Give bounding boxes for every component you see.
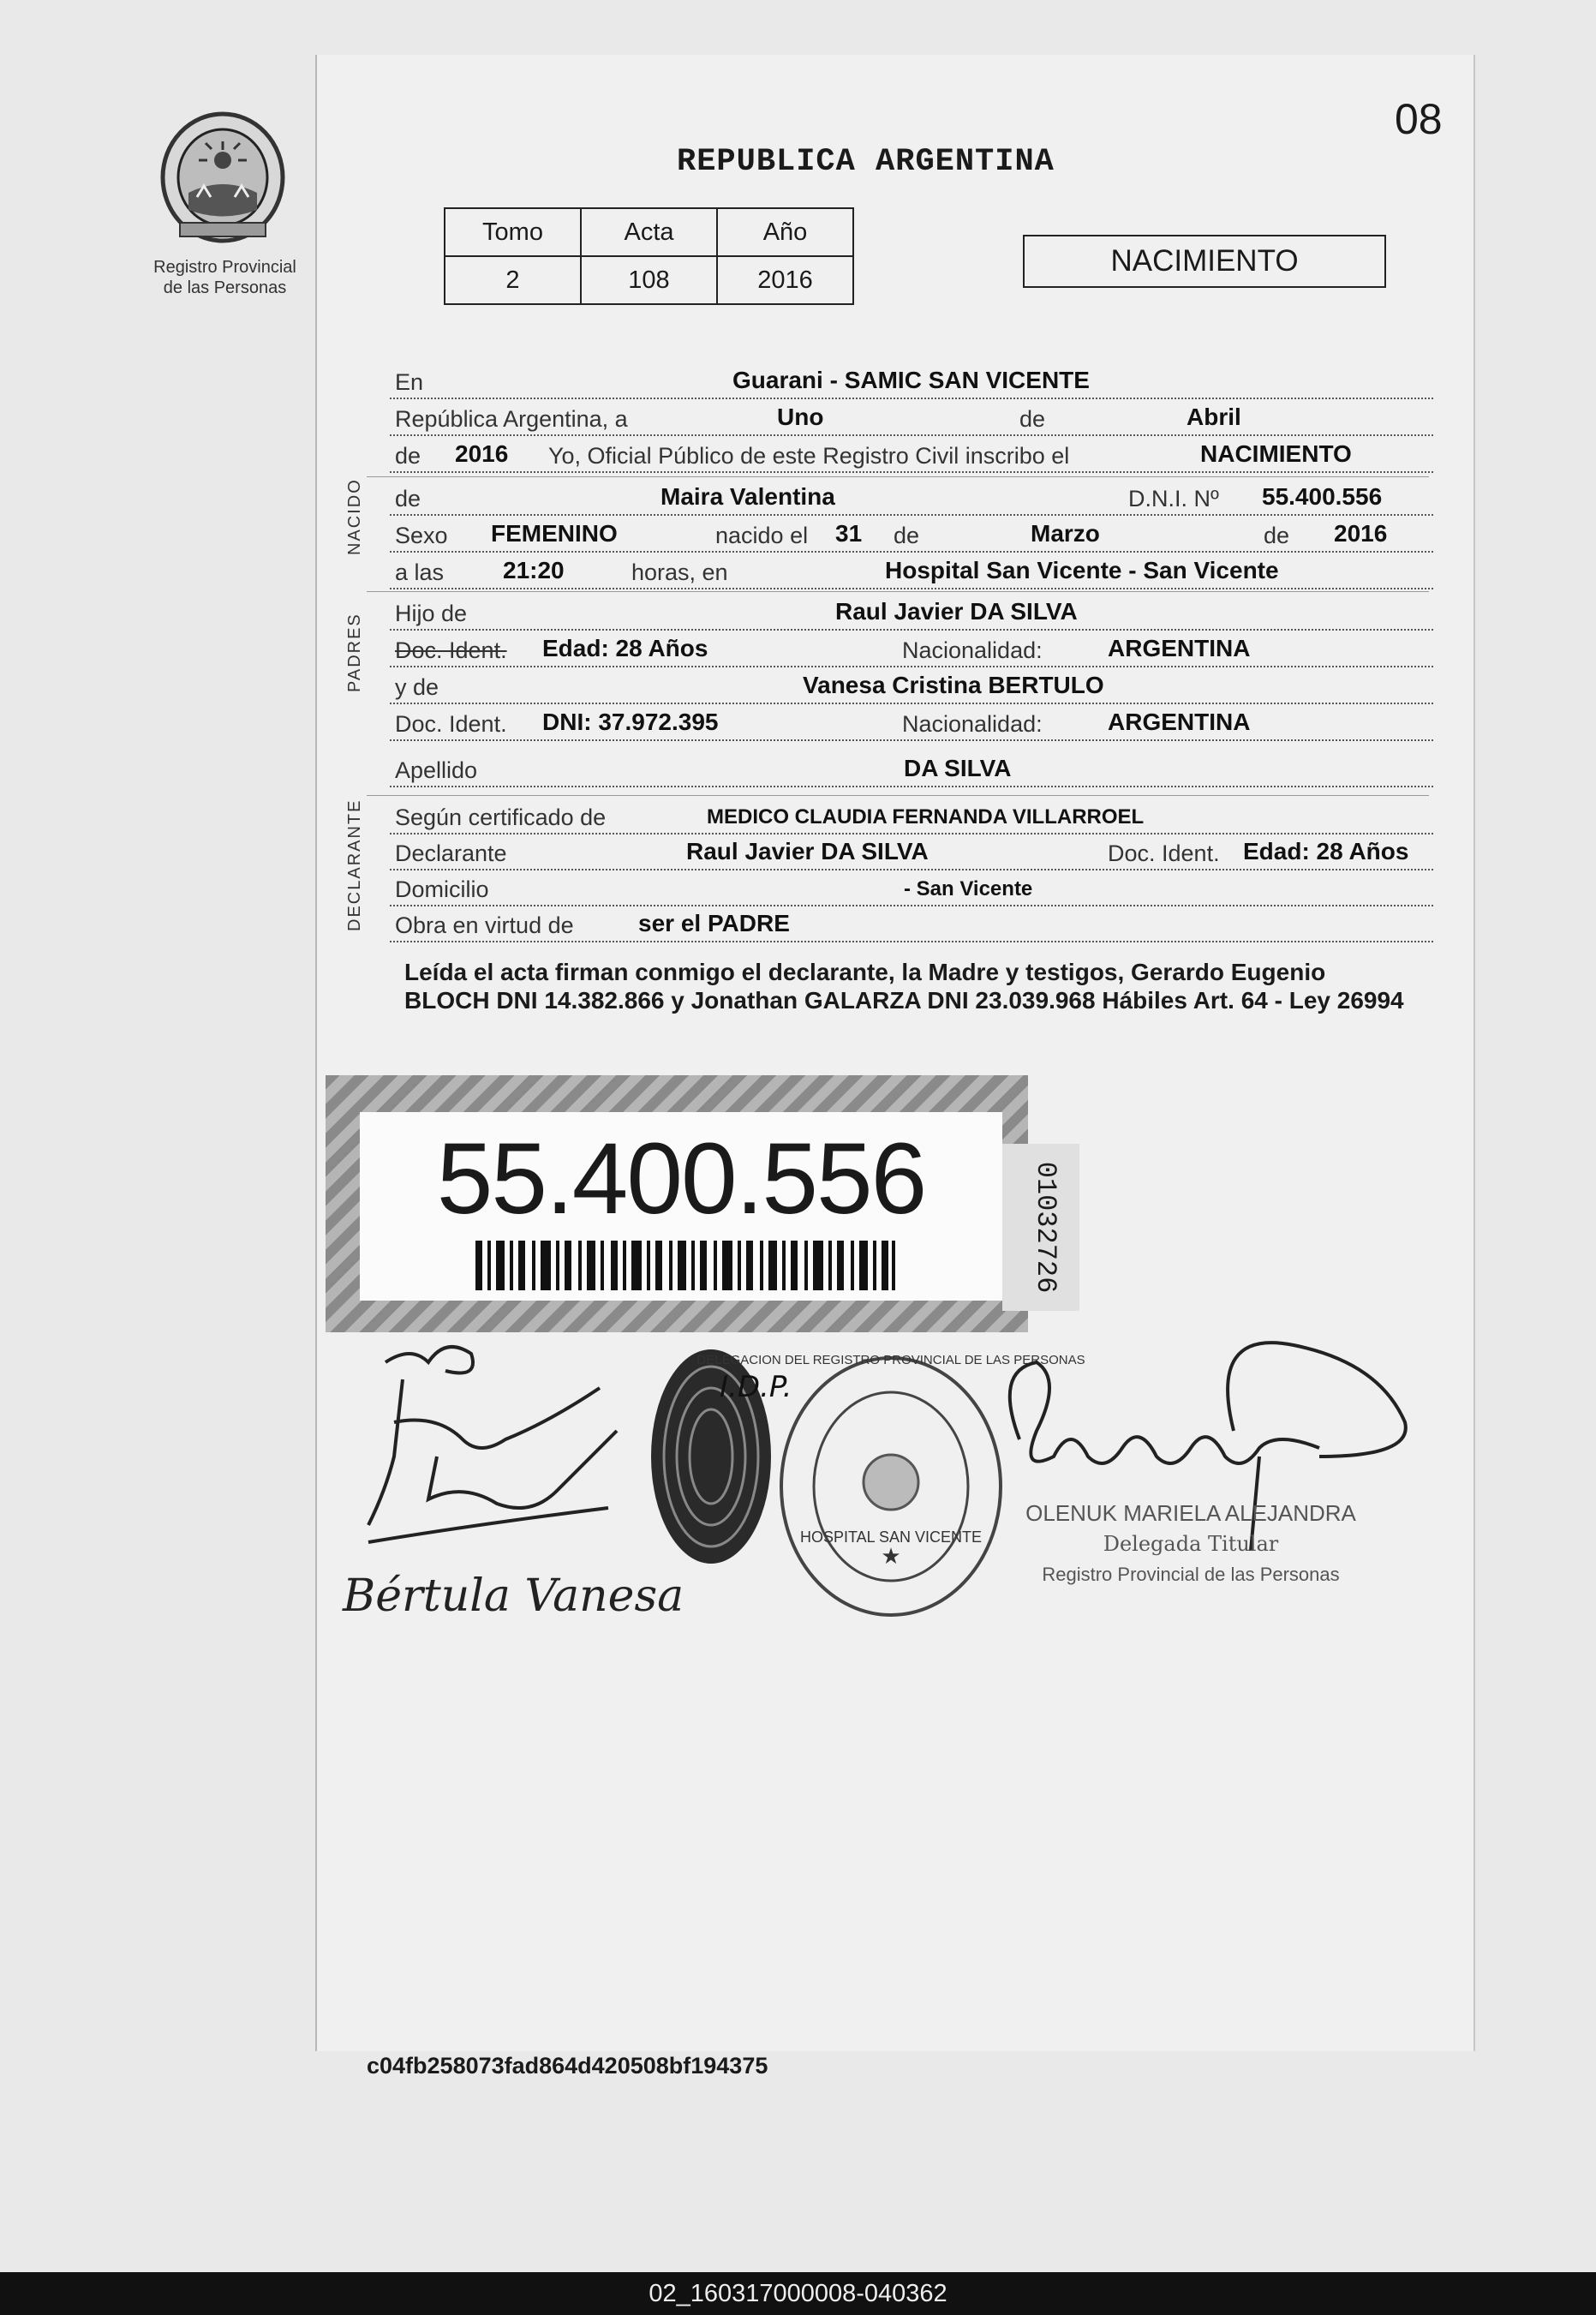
provincia-misiones-seal-icon	[154, 107, 291, 244]
label-nacionalidad: Nacionalidad:	[902, 637, 1043, 663]
mother-handwritten-signature: Bértula Vanesa	[343, 1570, 684, 1622]
row-address	[390, 867, 1433, 906]
stamp-center-text: HOSPITAL SAN VICENTE	[799, 1528, 983, 1546]
table-value-tomo: 2	[445, 256, 581, 304]
side-label-padres: PADRES	[345, 613, 364, 692]
value-place: Guarani - SAMIC SAN VICENTE	[732, 367, 1090, 393]
label-nacionalidad2: Nacionalidad:	[902, 711, 1043, 737]
label-domicilio: Domicilio	[395, 876, 489, 902]
signatures-and-stamp	[334, 1328, 1439, 1654]
value-father-nationality: ARGENTINA	[1108, 635, 1251, 661]
value-mother-doc: DNI: 37.972.395	[542, 709, 719, 735]
label-sexo: Sexo	[395, 523, 448, 548]
serial-tag	[1002, 1144, 1079, 1311]
file-id-bar	[0, 2272, 1596, 2315]
label-hijo-de: Hijo de	[395, 601, 468, 626]
value-day-words: Uno	[777, 404, 824, 430]
label-doc-ident: Doc. Ident.	[395, 637, 507, 663]
label-de-name: de	[395, 486, 421, 511]
label-de: de	[1019, 406, 1046, 432]
side-label-declarante: DECLARANTE	[345, 799, 364, 931]
label-doc-ident3: Doc. Ident.	[1108, 840, 1220, 866]
value-capacity: ser el PADRE	[638, 910, 790, 936]
value-event: NACIMIENTO	[1200, 440, 1352, 467]
value-year: 2016	[455, 440, 509, 467]
row-certificate	[390, 795, 1433, 834]
serial-number: 01032726	[1030, 1161, 1061, 1294]
certificate-sheet	[315, 55, 1475, 2051]
label-a-las: a las	[395, 559, 445, 585]
row-father-doc	[390, 628, 1433, 667]
table-value-year: 2016	[717, 256, 853, 304]
registry-caption	[129, 257, 321, 298]
label-obra: Obra en virtud de	[395, 912, 574, 938]
label-horas-en: horas, en	[631, 559, 728, 585]
value-birth-month: Marzo	[1031, 520, 1100, 547]
label-declarante: Declarante	[395, 840, 507, 866]
label-de-year: de	[395, 443, 421, 469]
value-declarant-doc: Edad: 28 Años	[1243, 838, 1409, 864]
official-registry: Registro Provincial de las Personas	[1042, 1564, 1340, 1585]
registry-caption-line1: Registro Provincial	[153, 258, 296, 277]
fingerprint-note: I.D.P.	[720, 1370, 792, 1404]
row-place	[390, 360, 1433, 399]
table-header-year: Año	[717, 208, 853, 256]
registry-stamp-icon	[781, 1358, 1001, 1615]
table-value-acta: 108	[581, 256, 717, 304]
registry-caption-line2: de las Personas	[163, 278, 287, 297]
value-birth-day: 31	[835, 520, 863, 547]
value-month: Abril	[1187, 404, 1241, 430]
row-date	[390, 397, 1433, 436]
label-segun: Según certificado de	[395, 805, 607, 830]
row-name	[390, 476, 1433, 516]
label-dni: D.N.I. Nº	[1128, 486, 1219, 511]
value-mother: Vanesa Cristina BERTULO	[803, 672, 1104, 698]
label-doc-ident2: Doc. Ident.	[395, 711, 507, 737]
row-mother-doc	[390, 702, 1433, 741]
row-sex-birth	[390, 513, 1433, 553]
row-capacity	[390, 903, 1433, 942]
record-type-box: NACIMIENTO	[1023, 235, 1386, 288]
label-de-month: de	[894, 523, 920, 548]
document-hash: c04fb258073fad864d420508bf194375	[367, 2053, 768, 2079]
value-birth-place: Hospital San Vicente - San Vicente	[885, 557, 1279, 583]
dni-sticker-number: 55.400.556	[436, 1122, 926, 1235]
row-declarant	[390, 831, 1433, 870]
tomo-acta-year-table	[444, 207, 854, 305]
value-father: Raul Javier DA SILVA	[835, 598, 1078, 625]
country-title: REPUBLICA ARGENTINA	[677, 144, 1055, 180]
value-birth-year: 2016	[1334, 520, 1388, 547]
value-name: Maira Valentina	[661, 483, 835, 510]
label-oficial: Yo, Oficial Público de este Registro Civil inscribo el	[548, 443, 1070, 469]
side-label-nacido: NACIDO	[345, 478, 364, 555]
row-surname	[390, 748, 1433, 787]
label-apellido: Apellido	[395, 757, 478, 783]
value-dni: 55.400.556	[1262, 483, 1383, 510]
value-mother-nationality: ARGENTINA	[1108, 709, 1251, 735]
official-role: Delegada Titular	[1103, 1532, 1279, 1556]
label-en: En	[395, 369, 424, 395]
father-signature-icon	[368, 1347, 617, 1542]
file-id: 02_160317000008-040362	[649, 2280, 947, 2307]
label-y-de: y de	[395, 674, 439, 700]
label-republica: República Argentina, a	[395, 406, 628, 432]
label-nacido-el: nacido el	[715, 523, 809, 548]
table-header-acta: Acta	[581, 208, 717, 256]
value-sex: FEMENINO	[491, 520, 618, 547]
row-mother	[390, 665, 1433, 704]
value-declarant: Raul Javier DA SILVA	[686, 838, 929, 864]
barcode-icon	[475, 1241, 895, 1290]
value-certificate: MEDICO CLAUDIA FERNANDA VILLARROEL	[707, 805, 1145, 828]
value-birth-time: 21:20	[503, 557, 565, 583]
official-name: OLENUK MARIELA ALEJANDRA	[1025, 1500, 1356, 1526]
dni-sticker	[360, 1112, 1002, 1301]
table-header-tomo: Tomo	[445, 208, 581, 256]
label-de-year2: de	[1264, 523, 1290, 548]
stamp-ring-text: DELEGACION DEL REGISTRO PROVINCIAL DE LAS PERSONAS	[696, 1353, 1085, 1367]
svg-text:★: ★	[881, 1543, 901, 1569]
value-surname: DA SILVA	[904, 755, 1012, 781]
row-time-place	[390, 550, 1433, 589]
row-year-event	[390, 434, 1433, 473]
reading-statement: Leída el acta firman conmigo el declarante, la Madre y testigos, Gerardo Eugenio BLOCH DNI 14.382.866 y Jonathan GALARZA DNI 23.039.968 Hábiles Art. 64 - Ley 26994	[404, 959, 1404, 1014]
value-father-doc: Edad: 28 Años	[542, 635, 708, 661]
value-address: - San Vicente	[904, 877, 1033, 900]
page-number: 08	[1395, 95, 1443, 143]
row-father	[390, 591, 1433, 631]
